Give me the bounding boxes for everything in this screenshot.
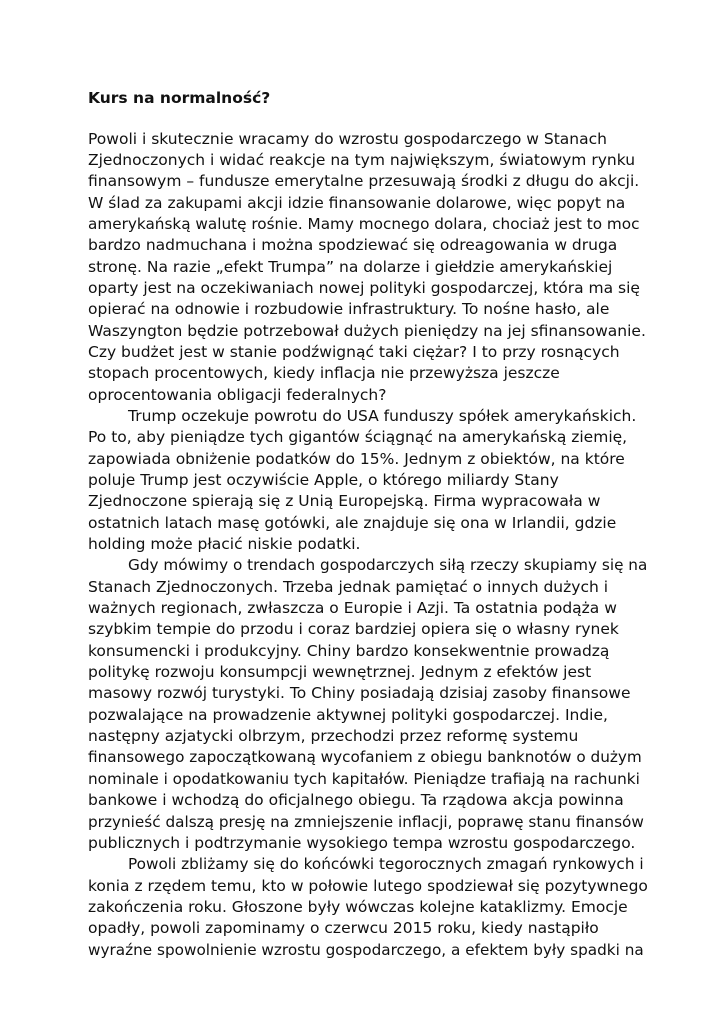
paragraph-line: Waszyngton będzie potrzebował dużych pieniędzy na jej sfinansowanie.	[88, 321, 646, 340]
paragraph-line: Stanach Zjednoczonych. Trzeba jednak pamiętać o innych dużych i	[88, 577, 609, 596]
paragraph	[88, 129, 648, 406]
paragraph-line: ostatnich latach masę gotówki, ale znajduje się ona w Irlandii, gdzie	[88, 513, 617, 532]
paragraph	[88, 555, 648, 854]
paragraph-line: Powoli zbliżamy się do końcówki tegorocznych zmagań rynkowych i	[128, 855, 644, 874]
paragraph-line: masowy rozwój turystyki. To Chiny posiadają dzisiaj zasoby finansowe	[88, 684, 631, 703]
paragraph-line: poluje Trump jest oczywiście Apple, o którego miliardy Stany	[88, 471, 559, 489]
paragraph-line: opadły, powoli zapominamy o czerwcu 2015 roku, kiedy nastąpiło	[88, 919, 599, 938]
paragraph-line: następny azjatycki olbrzym, przechodzi przez reformę systemu	[88, 727, 579, 746]
paragraph-line: konia z rzędem temu, kto w połowie lutego spodziewał się pozytywnego	[88, 876, 648, 895]
paragraph-line: ważnych regionach, zwłaszcza o Europie i Azji. Ta ostatnia podąża w	[88, 599, 617, 618]
document-text	[88, 129, 648, 961]
paragraph-line: oparty jest na oczekiwaniach nowej polityki gospodarczej, która ma się	[88, 278, 640, 297]
paragraph-line: Gdy mówimy o trendach gospodarczych siłą rzeczy skupiamy się na	[128, 556, 648, 575]
paragraph-line: opierać na odnowie i rozbudowie infrastruktury. To nośne hasło, ale	[88, 300, 610, 319]
paragraph-line: Czy budżet jest w stanie podźwignąć taki ciężar? I to przy rosnących	[88, 342, 620, 361]
paragraph-line: Trump oczekuje powrotu do USA funduszy spółek amerykańskich.	[128, 406, 637, 425]
paragraph-line: konsumencki i produkcyjny. Chiny bardzo konsekwentnie prowadzą	[88, 641, 610, 660]
paragraph-line: oprocentowania obligacji federalnych?	[88, 385, 387, 404]
paragraph-line: Powoli i skutecznie wracamy do wzrostu gospodarczego w Stanach	[88, 129, 607, 148]
paragraph-line: publicznych i podtrzymanie wysokiego tempa wzrostu gospodarczego.	[88, 833, 636, 852]
paragraph-line: Zjednoczone spierają się z Unią Europejską. Firma wypracowała w	[88, 492, 601, 511]
paragraph-line: politykę rozwoju konsumpcji wewnętrznej. Jednym z efektów jest	[88, 663, 592, 682]
paragraph-line: finansowego zapoczątkowaną wycofaniem z obiegu banknotów o dużym	[88, 748, 642, 767]
paragraph-line: pozwalające na prowadzenie aktywnej polityki gospodarczej. Indie,	[88, 705, 608, 724]
document-body	[88, 88, 648, 961]
paragraph-line: bankowe i wchodzą do oficjalnego obiegu. Ta rządowa akcja powinna	[88, 791, 624, 810]
paragraph	[88, 854, 648, 961]
paragraph-line: nominale i opodatkowaniu tych kapitałów. Pieniądze trafiają na rachunki	[88, 769, 640, 788]
paragraph-line: Po to, aby pieniądze tych gigantów ściągnąć na amerykańską ziemię,	[88, 428, 628, 447]
paragraph-line: wyraźne spowolnienie wzrostu gospodarczego, a efektem były spadki na	[88, 940, 644, 959]
paragraph-line: stronę. Na razie „efekt Trumpa” na dolarze i giełdzie amerykańskiej	[88, 257, 613, 276]
paragraph-line: zakończenia roku. Głoszone były wówczas kolejne kataklizmy. Emocje	[88, 897, 628, 916]
paragraph-line: stopach procentowych, kiedy inflacja nie przewyższa jeszcze	[88, 364, 560, 383]
paragraph-line: amerykańską walutę rośnie. Mamy mocnego dolara, chociaż jest to moc	[88, 214, 640, 233]
paragraph-line: przynieść dalszą presję na zmniejszenie inflacji, poprawę stanu finansów	[88, 812, 644, 831]
paragraph-line: W ślad za zakupami akcji idzie finansowanie dolarowe, więc popyt na	[88, 193, 626, 212]
paragraph	[88, 406, 648, 555]
paragraph-line: bardzo nadmuchana i można spodziewać się odreagowania w druga	[88, 236, 618, 255]
paragraph-line: szybkim tempie do przodu i coraz bardziej opiera się o własny rynek	[88, 620, 619, 639]
document-title: Kurs na normalność?	[88, 89, 271, 107]
paragraph-line: zapowiada obniżenie podatków do 15%. Jednym z obiektów, na które	[88, 449, 625, 468]
paragraph-line: finansowym – fundusze emerytalne przesuwają środki z długu do akcji.	[88, 172, 640, 191]
paragraph-line: Zjednoczonych i widać reakcje na tym największym, światowym rynku	[88, 150, 636, 169]
paragraph-line: holding może płacić niskie podatki.	[88, 535, 361, 554]
